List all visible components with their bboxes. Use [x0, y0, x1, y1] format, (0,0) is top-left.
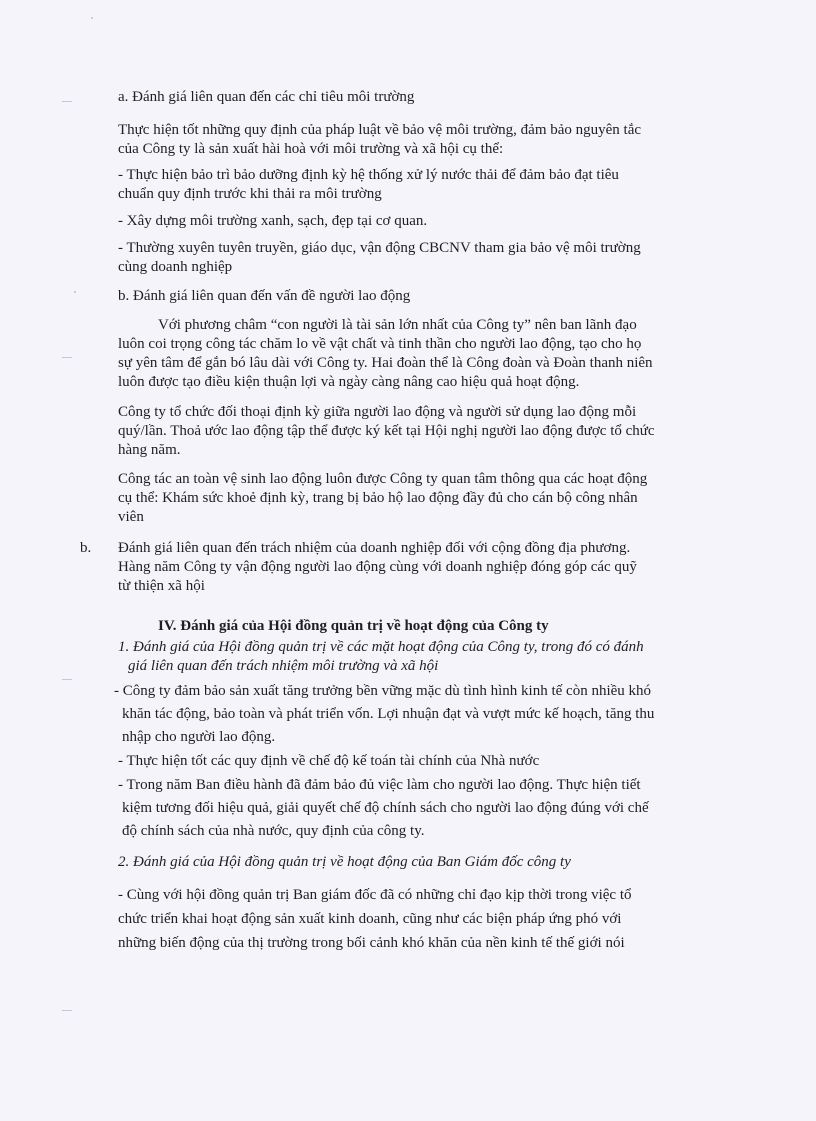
section-iv-bullet-line: - Thực hiện tốt các quy định về chế độ kế toán tài chính của Nhà nước [118, 753, 540, 769]
section-iv-c-line: - Cùng với hội đồng quản trị Ban giám đốc đã có những chỉ đạo kịp thời trong việc tổ [118, 887, 632, 903]
section-a-bullet-line: - Xây dựng môi trường xanh, sạch, đẹp tại cơ quan. [118, 213, 428, 229]
section-b-paragraph-line: Công tác an toàn vệ sinh lao động luôn được Công ty quan tâm thông qua các hoạt động [118, 471, 648, 487]
scan-mark [62, 1010, 72, 1011]
section-iv-c-line: những biến động của thị trường trong bối cảnh khó khăn của nền kinh tế thế giới nói [118, 935, 625, 951]
section-iv-bullet-line: - Trong năm Ban điều hành đã đảm bảo đủ việc làm cho người lao động. Thực hiện tiết [118, 777, 641, 793]
section-iv-bullet-line: - Công ty đảm bảo sản xuất tăng trưởng bền vững mặc dù tình hình kinh tế còn nhiều khó [114, 683, 652, 699]
section-b-paragraph-line: luôn coi trọng công tác chăm lo về vật chất và tinh thần cho người lao động, tạo cho họ [118, 336, 642, 352]
section-b2-line: Đánh giá liên quan đến trách nhiệm của doanh nghiệp đối với cộng đồng địa phương. [118, 540, 631, 556]
scan-dot [74, 291, 76, 293]
section-iv-sub2: 2. Đánh giá của Hội đồng quản trị về hoạt động của Ban Giám đốc công ty [118, 854, 571, 870]
section-iv-sub1-line: 1. Đánh giá của Hội đồng quản trị về các mặt hoạt động của Công ty, trong đó có đánh [118, 639, 644, 655]
section-a-heading: a. Đánh giá liên quan đến các chỉ tiêu môi trường [118, 89, 415, 105]
section-iv-sub1-line: giá liên quan đến trách nhiệm môi trường và xã hội [128, 658, 439, 674]
section-b-heading: b. Đánh giá liên quan đến vấn đề người lao động [118, 288, 411, 304]
scan-mark [62, 101, 72, 102]
section-b-paragraph-line: hàng năm. [118, 442, 181, 458]
section-b2-line: Hàng năm Công ty vận động người lao động cùng với doanh nghiệp đóng góp các quỹ [118, 559, 637, 575]
scan-mark [62, 679, 72, 680]
section-a-paragraph-line: của Công ty là sản xuất hài hoà với môi trường và xã hội cụ thể: [118, 141, 504, 157]
section-b-paragraph-line: Với phương châm “con người là tài sản lớn nhất của Công ty” nên ban lãnh đạo [158, 317, 637, 333]
section-b-paragraph-line: luôn được tạo điều kiện thuận lợi và ngày càng nâng cao hiệu quả hoạt động. [118, 374, 580, 390]
section-a-bullet-line: chuẩn quy định trước khi thải ra môi trường [118, 186, 382, 202]
section-b-paragraph-line: sự yên tâm để gắn bó lâu dài với Công ty. Hai đoàn thể là Công đoàn và Đoàn thanh niên [118, 355, 653, 371]
section-iv-title: IV. Đánh giá của Hội đồng quản trị về hoạt động của Công ty [158, 618, 549, 634]
section-b2-line: từ thiện xã hội [118, 578, 205, 594]
scan-dot [91, 17, 93, 19]
section-iv-bullet-line: độ chính sách của nhà nước, quy định của công ty. [122, 823, 425, 839]
section-b-paragraph-line: quý/lần. Thoả ước lao động tập thể được ký kết tại Hội nghị người lao động được tổ chức [118, 423, 655, 439]
section-b-paragraph-line: cụ thể: Khám sức khoẻ định kỳ, trang bị bảo hộ lao động đầy đủ cho cán bộ công nhân [118, 490, 638, 506]
section-a-bullet-line: cùng doanh nghiệp [118, 259, 233, 275]
section-b-paragraph-line: viên [118, 509, 144, 525]
section-a-bullet-line: - Thực hiện bảo trì bảo dưỡng định kỳ hệ thống xử lý nước thải để đảm bảo đạt tiêu [118, 167, 619, 183]
section-a-bullet-line: - Thường xuyên tuyên truyền, giáo dục, vận động CBCNV tham gia bảo vệ môi trường [118, 240, 641, 256]
section-iv-bullet-line: nhập cho người lao động. [122, 729, 276, 745]
section-a-paragraph-line: Thực hiện tốt những quy định của pháp luật về bảo vệ môi trường, đảm bảo nguyên tắc [118, 122, 642, 138]
section-iv-bullet-line: khăn tác động, bảo toàn và phát triển vốn. Lợi nhuận đạt và vượt mức kế hoạch, tăng thu [122, 706, 655, 722]
section-b2-marker: b. [80, 540, 92, 556]
section-iv-bullet-line: kiệm tương đối hiệu quả, giải quyết chế độ chính sách cho người lao động đúng với chế [122, 800, 649, 816]
section-b-paragraph-line: Công ty tổ chức đối thoại định kỳ giữa người lao động và người sử dụng lao động mỗi [118, 404, 637, 420]
section-iv-c-line: chức triển khai hoạt động sản xuất kinh doanh, cũng như các biện pháp ứng phó với [118, 911, 622, 927]
scan-mark [62, 357, 72, 358]
